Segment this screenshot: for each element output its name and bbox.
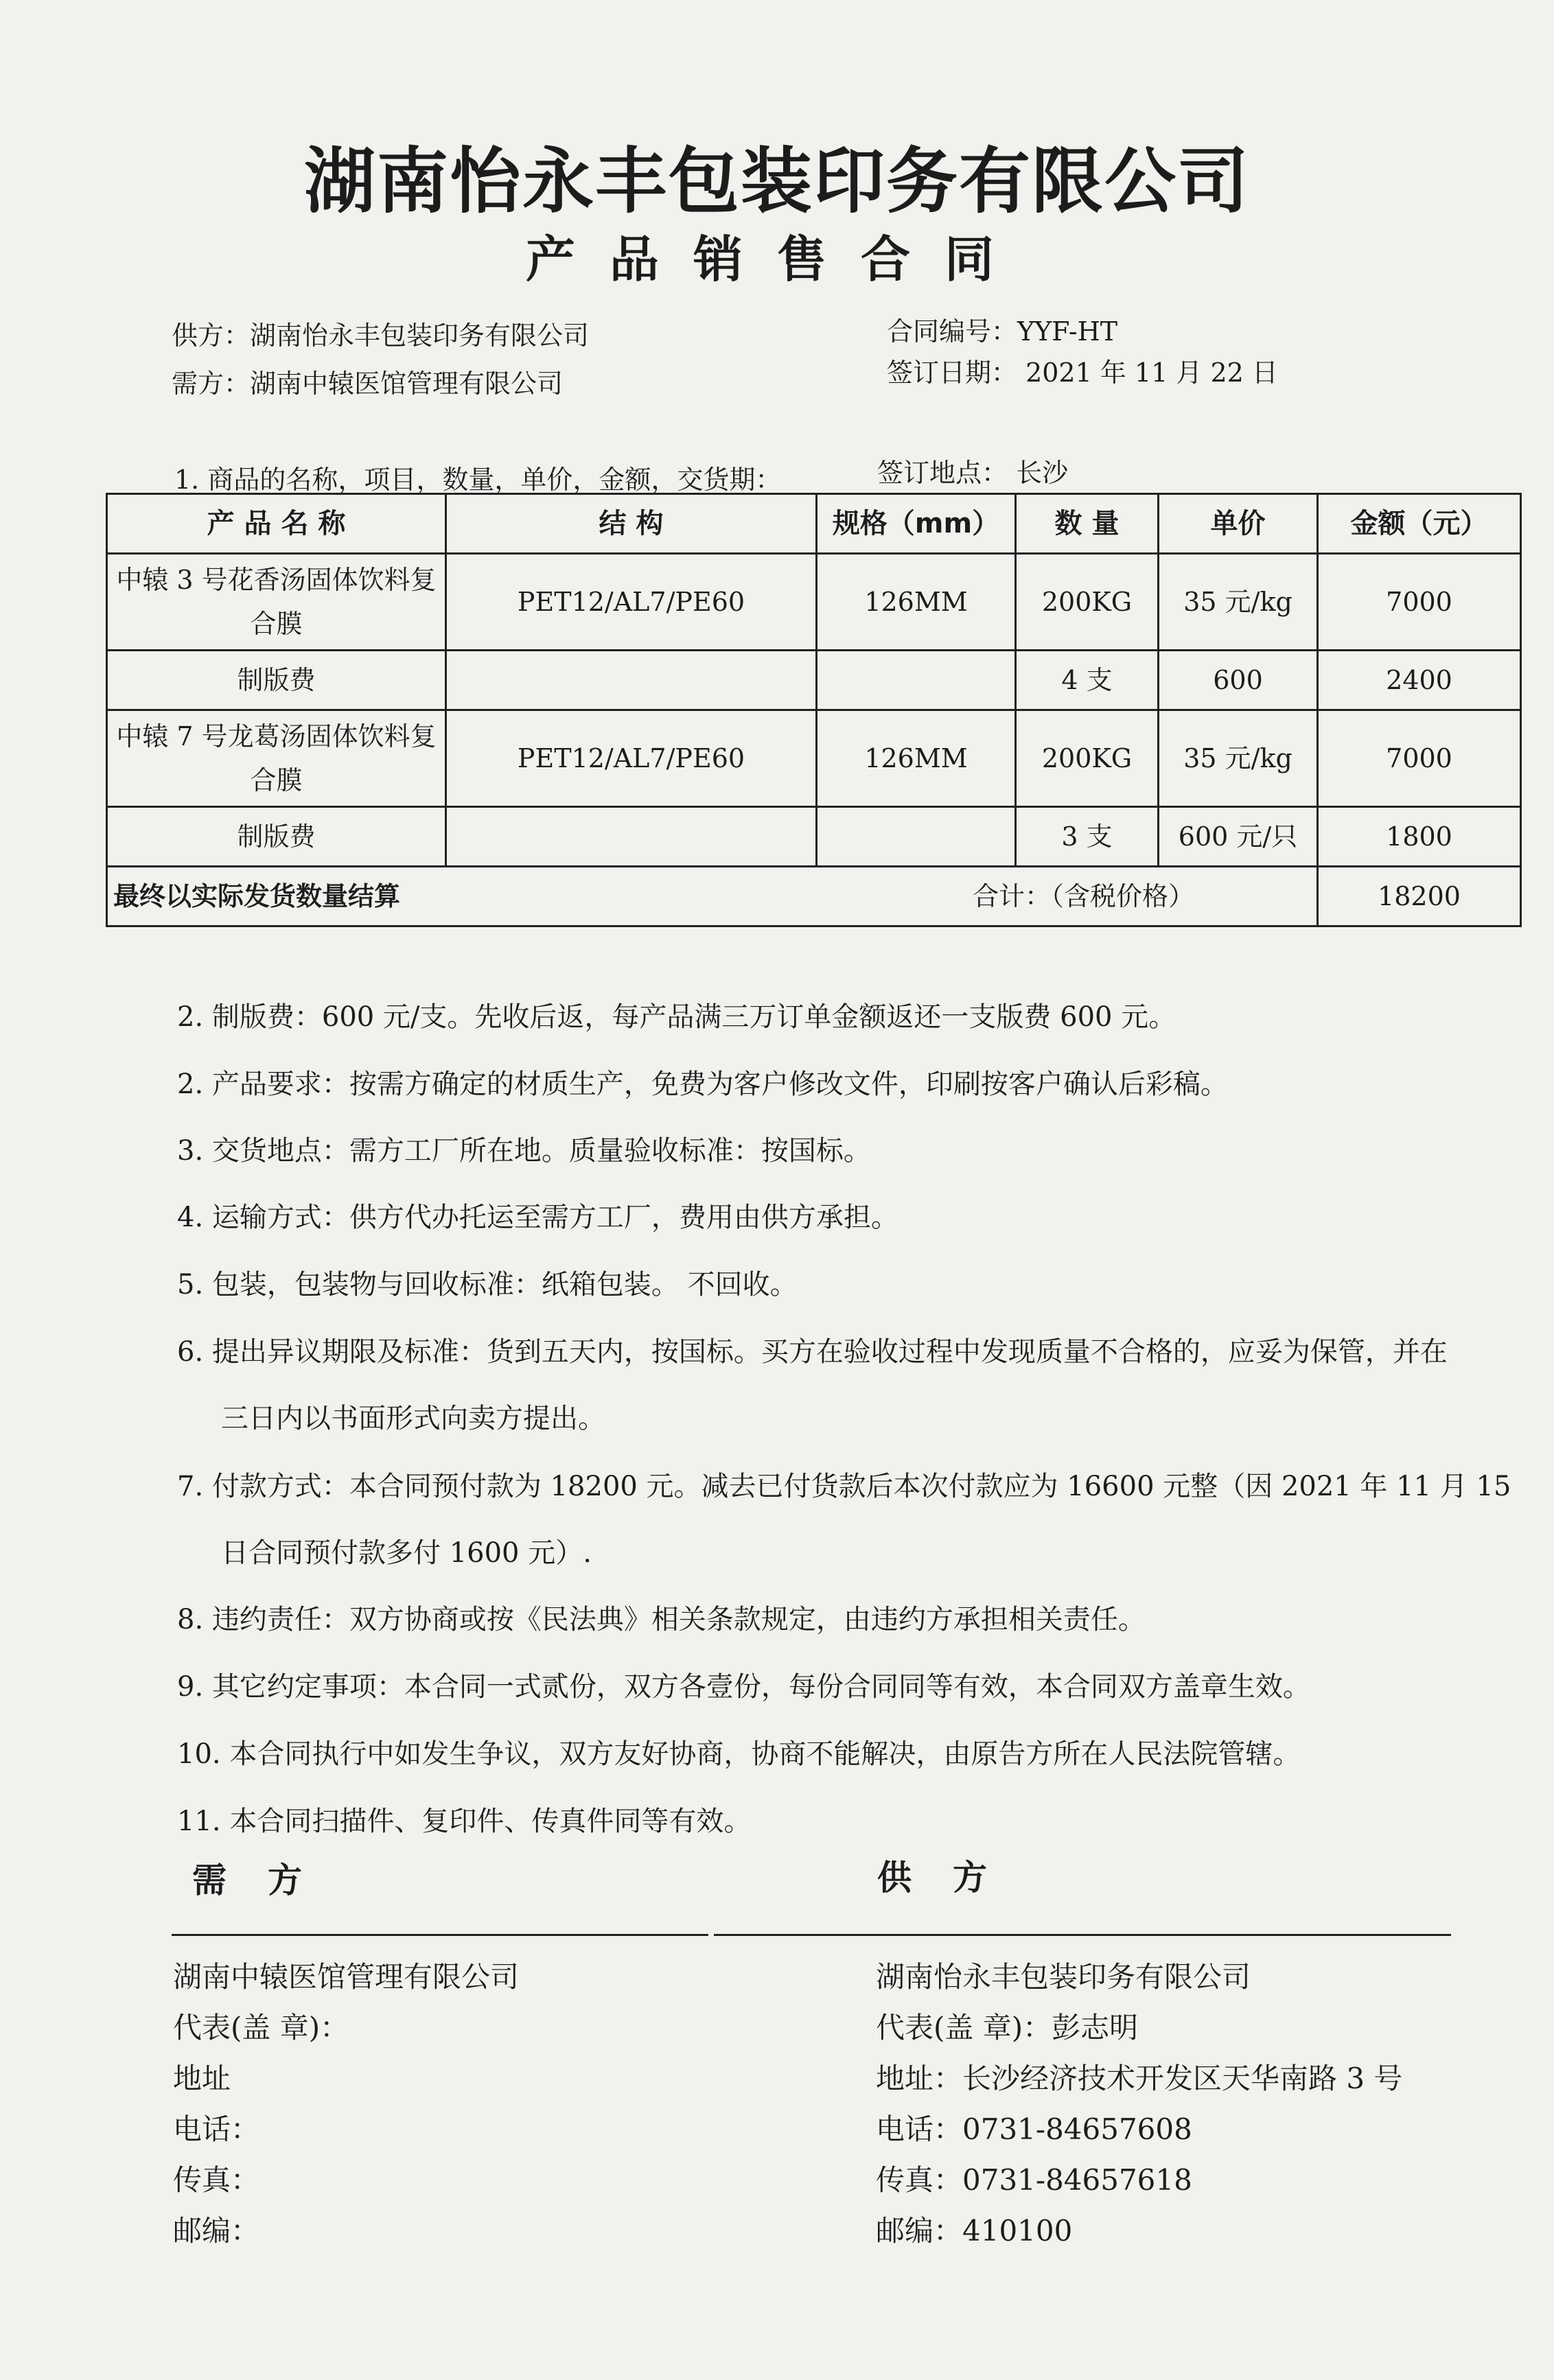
supplier-address: 地址：长沙经济技术开发区天华南路 3 号 (876, 2062, 1403, 2095)
total-row-label (107, 867, 1318, 926)
clause-4-transport: 4. 运输方式：供方代办托运至需方工厂，费用由供方承担。 (177, 1202, 898, 1233)
cell-quantity: 200KG (1016, 710, 1159, 807)
cell-structure: PET12/AL7/PE60 (446, 554, 817, 651)
supplier-signature-heading: 供方 (877, 1858, 1028, 1898)
cell-structure (446, 807, 817, 867)
col-header-name: 产 品 名 称 (107, 494, 446, 554)
buyer-phone: 电话： (173, 2112, 260, 2146)
cell-unit-price: 600 元/只 (1159, 807, 1318, 867)
cell-name: 制版费 (107, 807, 446, 867)
col-header-spec: 规格（mm） (817, 494, 1016, 554)
buyer-fax: 传真： (173, 2163, 260, 2197)
clause-6-continued: 三日内以书面形式向卖方提出。 (221, 1403, 605, 1434)
table-total-row (107, 867, 1521, 926)
cell-quantity: 3 支 (1016, 807, 1159, 867)
supplier-company: 湖南怡永丰包装印务有限公司 (876, 1960, 1251, 1994)
col-header-amount: 金额（元） (1318, 494, 1521, 554)
supplier-phone: 电话：0731-84657608 (876, 2112, 1192, 2146)
cell-amount: 2400 (1318, 651, 1521, 710)
clause-5-packaging: 5. 包装，包装物与回收标准：纸箱包装。 不回收。 (177, 1269, 798, 1300)
clause-9-other: 9. 其它约定事项：本合同一式贰份，双方各壹份，每份合同同等有效，本合同双方盖章生效。 (177, 1671, 1310, 1703)
buyer-address: 地址 (173, 2062, 231, 2095)
table-row (107, 651, 1521, 710)
cell-spec: 126MM (817, 710, 1016, 807)
table-header-row (107, 494, 1521, 554)
clause-2-plate-fee: 2. 制版费：600 元/支。先收后返，每产品满三万订单金额返还一支版费 600 元。 (177, 1001, 1176, 1033)
sign-place: 签订地点： 长沙 (877, 458, 1069, 488)
cell-amount: 7000 (1318, 554, 1521, 651)
clause-10-disputes: 10. 本合同执行中如发生争议，双方友好协商，协商不能解决，由原告方所在人民法院管辖。 (177, 1738, 1301, 1770)
cell-amount: 7000 (1318, 710, 1521, 807)
col-header-quantity: 数 量 (1016, 494, 1159, 554)
col-header-structure: 结 构 (446, 494, 817, 554)
buyer-company: 湖南中辕医馆管理有限公司 (173, 1960, 520, 1994)
supplier-representative: 代表(盖 章)：彭志明 (876, 2011, 1139, 2044)
cell-name: 制版费 (107, 651, 446, 710)
settlement-note: 最终以实际发货数量结算 (113, 881, 401, 911)
cell-name: 中辕 3 号花香汤固体饮料复合膜 (107, 554, 446, 651)
total-amount: 18200 (1318, 867, 1521, 926)
cell-spec: 126MM (817, 554, 1016, 651)
buyer-postcode: 邮编： (173, 2214, 260, 2248)
buyer-signature-rule (172, 1934, 708, 1936)
cell-quantity: 4 支 (1016, 651, 1159, 710)
company-title: 湖南怡永丰包装印务有限公司 (303, 139, 1250, 223)
supplier-postcode: 邮编：410100 (876, 2214, 1073, 2248)
clause-7-payment: 7. 付款方式：本合同预付款为 18200 元。减去已付货款后本次付款应为 16600 元整（因 2021 年 11 月 15 (177, 1471, 1511, 1502)
buyer-signature-heading: 需方 (192, 1860, 343, 1900)
product-table (106, 493, 1522, 927)
buyer-representative: 代表(盖 章)： (173, 2011, 349, 2044)
table-row (107, 710, 1521, 807)
cell-unit-price: 35 元/kg (1159, 710, 1318, 807)
cell-spec (817, 807, 1016, 867)
cell-structure (446, 651, 817, 710)
supplier-fax: 传真：0731-84657618 (876, 2163, 1192, 2197)
col-header-unit-price: 单价 (1159, 494, 1318, 554)
supplier-signature-rule (714, 1934, 1451, 1936)
clause-3-delivery: 3. 交货地点：需方工厂所在地。质量验收标准：按国标。 (177, 1135, 871, 1167)
cell-quantity: 200KG (1016, 554, 1159, 651)
cell-unit-price: 600 (1159, 651, 1318, 710)
clause-7-continued: 日合同预付款多付 1600 元）. (221, 1537, 592, 1569)
cell-spec (817, 651, 1016, 710)
cell-amount: 1800 (1318, 807, 1521, 867)
total-label: 合计：（含税价格） (972, 881, 1194, 911)
cell-structure: PET12/AL7/PE60 (446, 710, 817, 807)
section-1-heading: 1. 商品的名称，项目，数量，单价，金额，交货期： (174, 465, 782, 495)
table-row (107, 554, 1521, 651)
buyer-line: 需方：湖南中辕医馆管理有限公司 (172, 369, 564, 399)
contract-number: 合同编号：YYF-HT (887, 316, 1118, 347)
document-title: 产品销售合同 (525, 231, 1028, 288)
supplier-line: 供方：湖南怡永丰包装印务有限公司 (172, 320, 590, 351)
cell-unit-price: 35 元/kg (1159, 554, 1318, 651)
clause-2-requirements: 2. 产品要求：按需方确定的材质生产，免费为客户修改文件，印刷按客户确认后彩稿。 (177, 1069, 1228, 1100)
table-row (107, 807, 1521, 867)
sign-date: 签订日期： 2021 年 11 月 22 日 (887, 358, 1278, 388)
clause-8-liability: 8. 违约责任：双方协商或按《民法典》相关条款规定，由违约方承担相关责任。 (177, 1604, 1146, 1635)
clause-6-objection: 6. 提出异议期限及标准：货到五天内，按国标。买方在验收过程中发现质量不合格的，应妥为保管，并在 (177, 1336, 1448, 1368)
clause-11-copies: 11. 本合同扫描件、复印件、传真件同等有效。 (177, 1806, 752, 1837)
cell-name: 中辕 7 号龙葛汤固体饮料复合膜 (107, 710, 446, 807)
